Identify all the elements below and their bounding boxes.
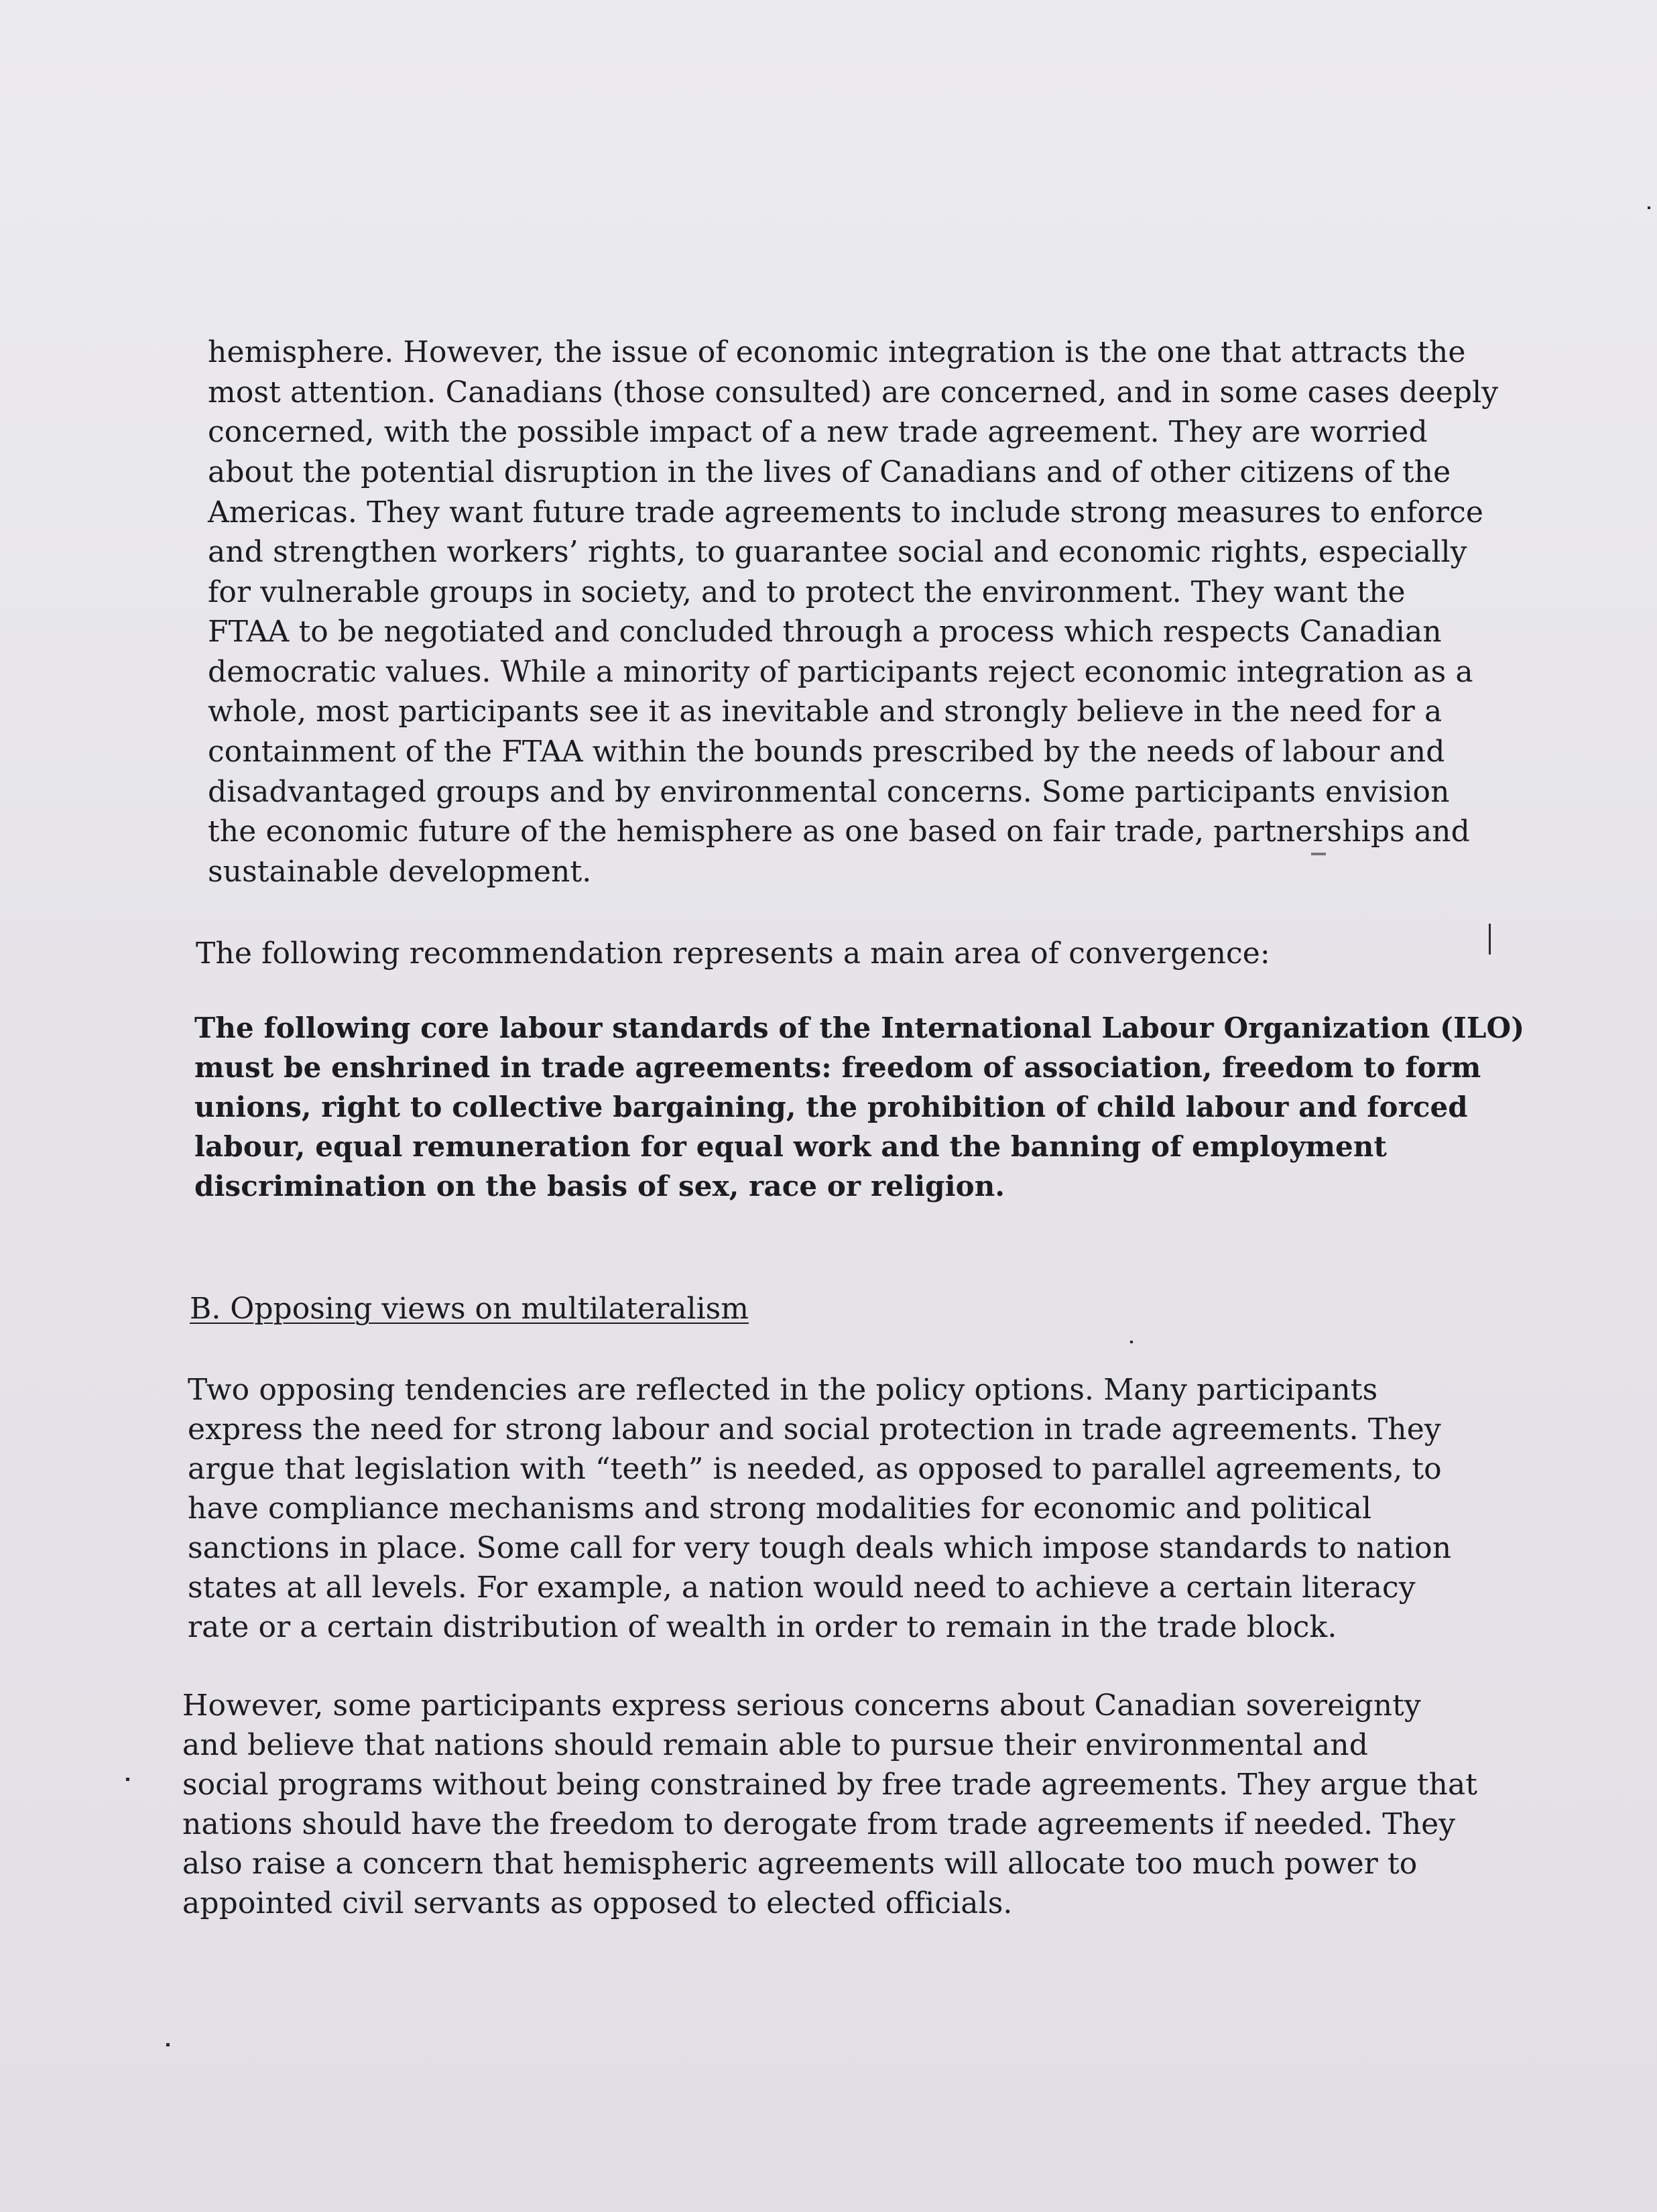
text-line: sanctions in place. Some call for very tough deals which impose standards to nation [188,1531,1452,1565]
scan-speck [1489,924,1491,955]
text-line: whole, most participants see it as inevitable and strongly believe in the need for a [208,694,1443,729]
recommendation-line: labour, equal remuneration for equal work and the banning of employment [194,1130,1387,1163]
text-line: argue that legislation with “teeth” is needed, as opposed to parallel agreements, to [188,1452,1442,1486]
text-line: express the need for strong labour and social protection in trade agreements. They [188,1412,1441,1447]
text-line: sustainable development. [208,855,592,889]
text-line: democratic values. While a minority of participants reject economic integration as a [208,655,1473,689]
text-line: containment of the FTAA within the bounds prescribed by the needs of labour and [208,735,1445,769]
text-line: rate or a certain distribution of wealth in order to remain in the trade block. [188,1610,1337,1644]
text-line: concerned, with the possible impact of a new trade agreement. They are worried [208,415,1428,449]
scan-speck [1130,1341,1133,1343]
recommendation-line: must be enshrined in trade agreements: freedom of association, freedom to form [194,1051,1481,1084]
text-line: hemisphere. However, the issue of economic integration is the one that attracts the [208,335,1466,369]
text-line: most attention. Canadians (those consulted) are concerned, and in some cases deeply [208,375,1499,410]
text-line: disadvantaged groups and by environmental concerns. Some participants envision [208,775,1450,809]
text-line: also raise a concern that hemispheric agreements will allocate too much power to [182,1847,1418,1881]
convergence-intro: The following recommendation represents a main area of convergence: [196,936,1270,971]
scan-speck [1311,853,1326,855]
scan-speck [1648,206,1650,209]
section-heading: B. Opposing views on multilateralism [190,1292,749,1326]
recommendation-line: discrimination on the basis of sex, race or religion. [194,1170,1005,1203]
text-line: and strengthen workers’ rights, to guarantee social and economic rights, especially [208,535,1467,569]
text-line: the economic future of the hemisphere as one based on fair trade, partnerships and [208,814,1470,849]
recommendation-line: The following core labour standards of the International Labour Organization (ILO) [194,1011,1525,1044]
text-line: social programs without being constrained by free trade agreements. They argue that [182,1768,1478,1802]
text-line: Two opposing tendencies are reflected in the policy options. Many participants [188,1373,1378,1407]
text-line: appointed civil servants as opposed to elected officials. [182,1886,1013,1920]
text-line: about the potential disruption in the lives of Canadians and of other citizens of the [208,455,1451,489]
text-line: states at all levels. For example, a nation would need to achieve a certain literacy [188,1571,1416,1605]
text-line: Americas. They want future trade agreements to include strong measures to enforce [208,495,1483,530]
text-line: have compliance mechanisms and strong modalities for economic and political [188,1491,1372,1526]
text-line: and believe that nations should remain able to pursue their environmental and [182,1728,1368,1762]
scan-speck [166,2043,170,2046]
text-line: FTAA to be negotiated and concluded through a process which respects Canadian [208,615,1442,649]
recommendation-line: unions, right to collective bargaining, the prohibition of child labour and forced [194,1091,1468,1123]
text-line: However, some participants express serious concerns about Canadian sovereignty [182,1688,1421,1723]
text-line: nations should have the freedom to derogate from trade agreements if needed. They [182,1807,1456,1841]
text-line: for vulnerable groups in society, and to protect the environment. They want the [208,575,1406,609]
scan-speck [126,1778,129,1781]
